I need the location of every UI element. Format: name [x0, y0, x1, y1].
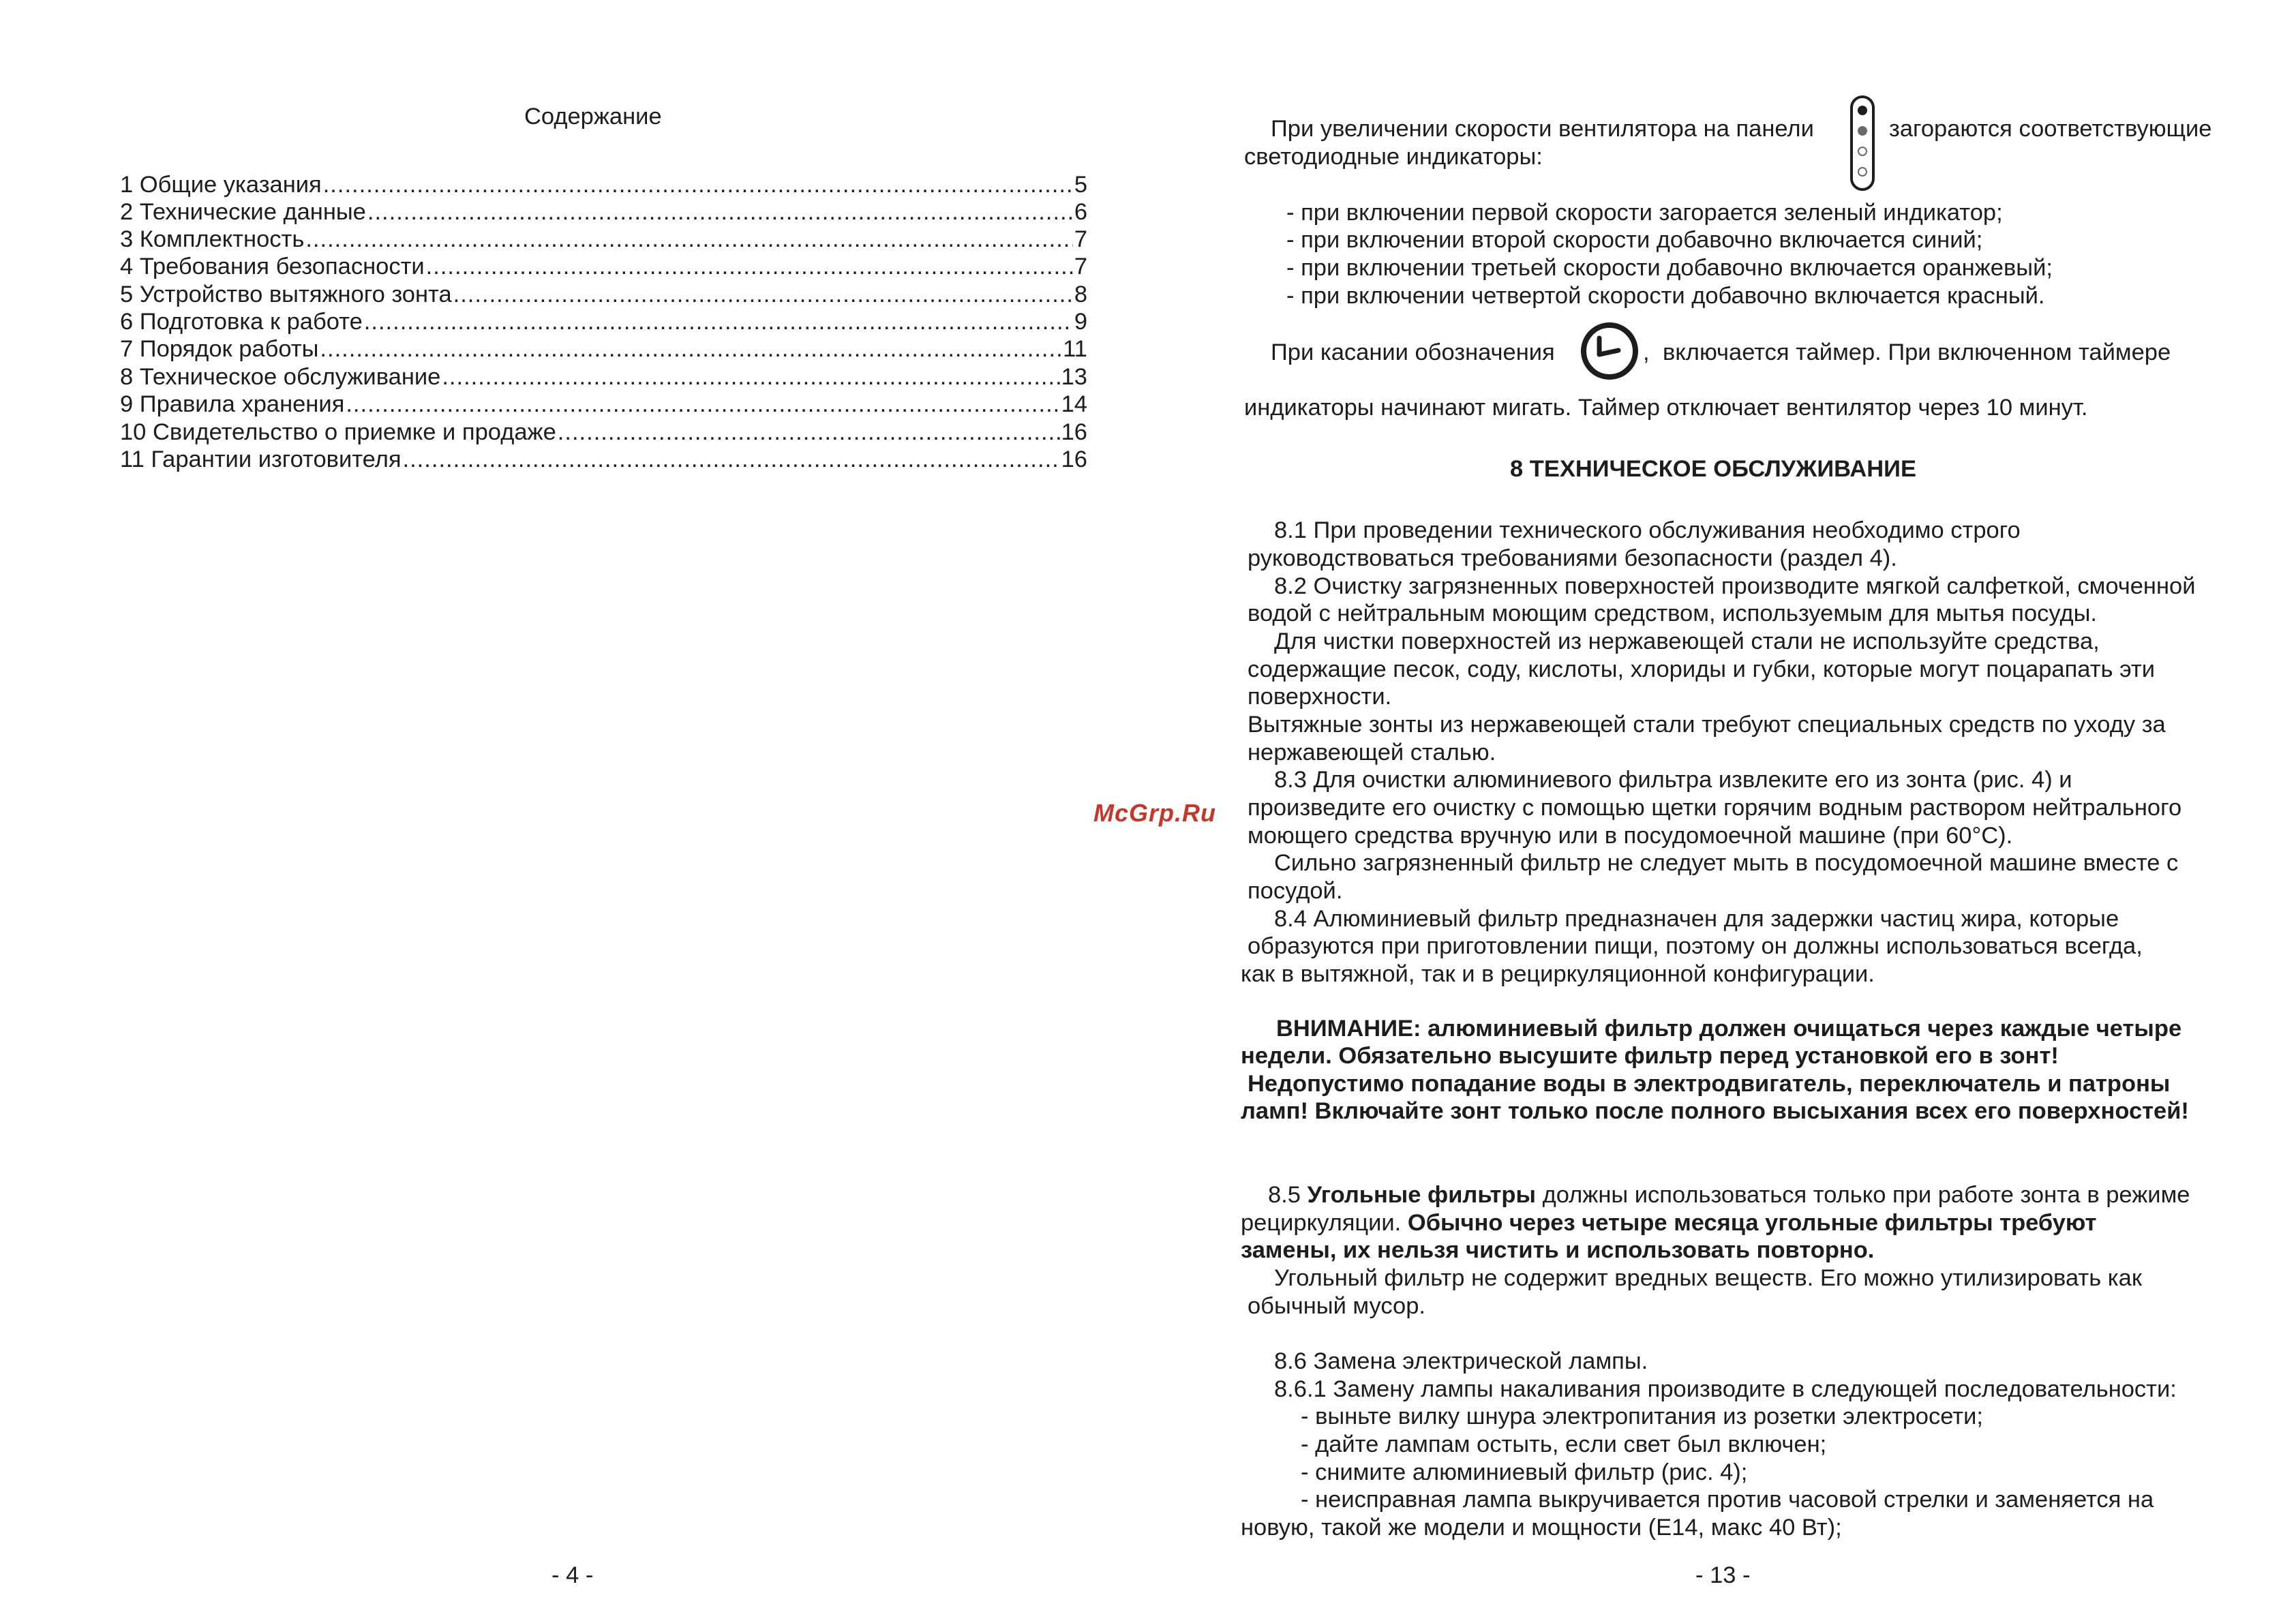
right-page-number: - 13 - [1695, 1562, 1751, 1588]
toc-entry-page: 5 [1074, 172, 1087, 198]
toc-entry-title: 1 Общие указания [120, 172, 322, 198]
body-line: посудой. [1248, 878, 1343, 904]
body-line: моющего средства вручную или в посудомоечной машине (при 60°С). [1248, 823, 2013, 849]
body-line: содержащие песок, соду, кислоты, хлориды и губки, которые могут поцарапать эти [1248, 656, 2155, 682]
lamp-line: новую, такой же модели и мощности (Е14, макс 40 Вт); [1241, 1515, 1842, 1541]
timer-text-line2: индикаторы начинают мигать. Таймер отключает вентилятор через 10 минут. [1244, 395, 2088, 421]
toc-leader-dots [426, 253, 1073, 280]
toc-entry[interactable] [120, 446, 1087, 473]
fan-speed-text: При увеличении скорости вентилятора на панели [1271, 116, 1814, 142]
toc-entry-title: 4 Требования безопасности [120, 254, 425, 279]
body-line: Вытяжные зонты из нержавеющей стали требуют специальных средств по уходу за [1248, 712, 2166, 738]
toc-entry[interactable] [120, 363, 1087, 391]
toc-leader-dots [364, 308, 1073, 335]
toc-entry-page: 6 [1074, 199, 1087, 225]
body-line: произведите его очистку с помощью щетки горячим водным раствором нейтрального [1248, 795, 2182, 821]
timer-comma: , [1643, 339, 1650, 365]
speed-item: - при включении третьей скорости добавочно включается оранжевый; [1286, 255, 2053, 281]
p85-bold-text: Обычно через четыре месяца угольные фильтры требуют [1407, 1210, 2097, 1236]
toc-leader-dots [346, 391, 1059, 418]
speed-item: - при включении первой скорости загорается зеленый индикатор; [1286, 200, 2003, 226]
speed-item: - при включении второй скорости добавочно включается синий; [1286, 227, 1983, 253]
body-line: поверхности. [1248, 684, 1392, 710]
lamp-line: - дайте лампам остыть, если свет был включен; [1301, 1431, 1827, 1457]
toc-entry-title: 6 Подготовка к работе [120, 309, 363, 335]
timer-text: При касании обозначения [1271, 339, 1555, 365]
warning-line: ламп! Включайте зонт только после полного высыхания всех его поверхностей! [1241, 1098, 2189, 1124]
toc-leader-dots [305, 226, 1072, 253]
warning-line: недели. Обязательно высушите фильтр перед установкой его в зонт! [1241, 1043, 2059, 1069]
toc-entry-title: 5 Устройство вытяжного зонта [120, 282, 452, 307]
body-line: 8.1 При проведении технического обслуживания необходимо строго [1274, 517, 2021, 543]
p85-line2 [1241, 1209, 2096, 1237]
toc-entry[interactable] [120, 335, 1087, 363]
toc-entry-page: 11 [1063, 336, 1087, 362]
lamp-line: - неисправная лампа выкручивается против часовой стрелки и заменяется на [1301, 1487, 2154, 1513]
body-line: Для чистки поверхностей из нержавеющей стали не используйте средства, [1274, 628, 2100, 654]
toc-entry-page: 7 [1074, 226, 1087, 252]
p85-line4: Угольный фильтр не содержит вредных веществ. Его можно утилизировать как [1274, 1265, 2142, 1291]
warning-line: ВНИМАНИЕ: алюминиевый фильтр должен очищаться через каждые четыре [1276, 1016, 2182, 1042]
toc-heading: Содержание [524, 104, 662, 130]
toc-entry-title: 7 Порядок работы [120, 336, 319, 362]
p85-text: рециркуляции. [1241, 1210, 1402, 1236]
toc-entry[interactable] [120, 308, 1087, 335]
toc-entry-title: 2 Технические данные [120, 199, 366, 225]
toc-entry-page: 9 [1074, 309, 1087, 335]
body-line: нержавеющей сталью. [1248, 740, 1496, 765]
toc-leader-dots [403, 446, 1060, 473]
body-line: 8.2 Очистку загрязненных поверхностей производите мягкой салфеткой, смоченной [1274, 573, 2196, 599]
toc-entry-title: 8 Техническое обслуживание [120, 364, 441, 390]
toc-entry-title: 11 Гарантии изготовителя [120, 446, 402, 472]
lamp-line: - снимите алюминиевый фильтр (рис. 4); [1301, 1459, 1748, 1485]
fan-speed-text-cont: загораются соответствующие [1889, 116, 2212, 142]
p85-text: должны использоваться только при работе зонта в режиме [1542, 1182, 2190, 1208]
section-title: 8 ТЕХНИЧЕСКОЕ ОБСЛУЖИВАНИЕ [1510, 456, 1916, 482]
toc-leader-dots [453, 281, 1073, 308]
toc-entry[interactable] [120, 253, 1087, 280]
lamp-line: 8.6.1 Замену лампы накаливания производите в следующей последовательности: [1274, 1376, 2177, 1402]
p85-line5: обычный мусор. [1248, 1293, 1425, 1319]
lamp-line: - выньте вилку шнура электропитания из розетки электросети; [1301, 1404, 1983, 1429]
toc-entry-title: 3 Комплектность [120, 226, 305, 252]
toc-leader-dots [367, 198, 1073, 226]
speed-indicator-panel-icon [1849, 95, 1876, 192]
lamp-line: 8.6 Замена электрической лампы. [1274, 1348, 1648, 1374]
body-line: как в вытяжной, так и в рециркуляционной конфигурации. [1241, 961, 1875, 987]
p85-bold-term: Угольные фильтры [1307, 1182, 1536, 1208]
toc-entry-page: 16 [1061, 446, 1087, 472]
toc-entry-title: 10 Свидетельство о приемке и продаже [120, 419, 556, 445]
toc-entry[interactable] [120, 198, 1087, 226]
body-line: образуются при приготовлении пищи, поэтому он должны использоваться всегда, [1248, 933, 2143, 959]
toc-entry[interactable] [120, 226, 1087, 253]
body-line: водой с нейтральным моющим средством, используемым для мытья посуды. [1248, 601, 2097, 626]
p85-line3: замены, их нельзя чистить и использовать повторно. [1241, 1237, 1875, 1263]
timer-clock-icon [1579, 320, 1640, 382]
warning-line: Недопустимо попадание воды в электродвигатель, переключатель и патроны [1248, 1071, 2171, 1097]
toc-leader-dots [442, 363, 1059, 391]
toc-entry-page: 14 [1061, 391, 1087, 417]
body-line: Сильно загрязненный фильтр не следует мыть в посудомоечной машине вместе с [1274, 850, 2179, 876]
toc-leader-dots [320, 335, 1061, 363]
watermark: McGrp.Ru [1093, 799, 1217, 827]
p85-number: 8.5 [1268, 1182, 1301, 1208]
toc-entry-title: 9 Правила хранения [120, 391, 345, 417]
toc-entry[interactable] [120, 391, 1087, 418]
toc-entry[interactable] [120, 281, 1087, 308]
toc-entry-page: 13 [1061, 364, 1087, 390]
toc-entry[interactable] [120, 419, 1087, 446]
body-line: руководствоваться требованиями безопасности (раздел 4). [1248, 545, 1897, 571]
toc-leader-dots [558, 419, 1060, 446]
left-page-number: - 4 - [552, 1562, 594, 1588]
timer-text-cont: включается таймер. При включенном таймере [1663, 339, 2171, 365]
speed-item: - при включении четвертой скорости добавочно включается красный. [1286, 283, 2045, 309]
toc-entry-page: 7 [1074, 254, 1087, 279]
p85-line1 [1268, 1181, 2190, 1209]
toc-entry-page: 8 [1074, 282, 1087, 307]
toc-leader-dots [323, 171, 1073, 198]
body-line: 8.4 Алюминиевый фильтр предназначен для задержки частиц жира, которые [1274, 906, 2119, 932]
toc-entry-page: 16 [1061, 419, 1087, 445]
body-line: 8.3 Для очистки алюминиевого фильтра извлеките его из зонта (рис. 4) и [1274, 767, 2072, 793]
fan-speed-text-line2: светодиодные индикаторы: [1244, 144, 1543, 170]
toc-entry[interactable] [120, 171, 1087, 198]
